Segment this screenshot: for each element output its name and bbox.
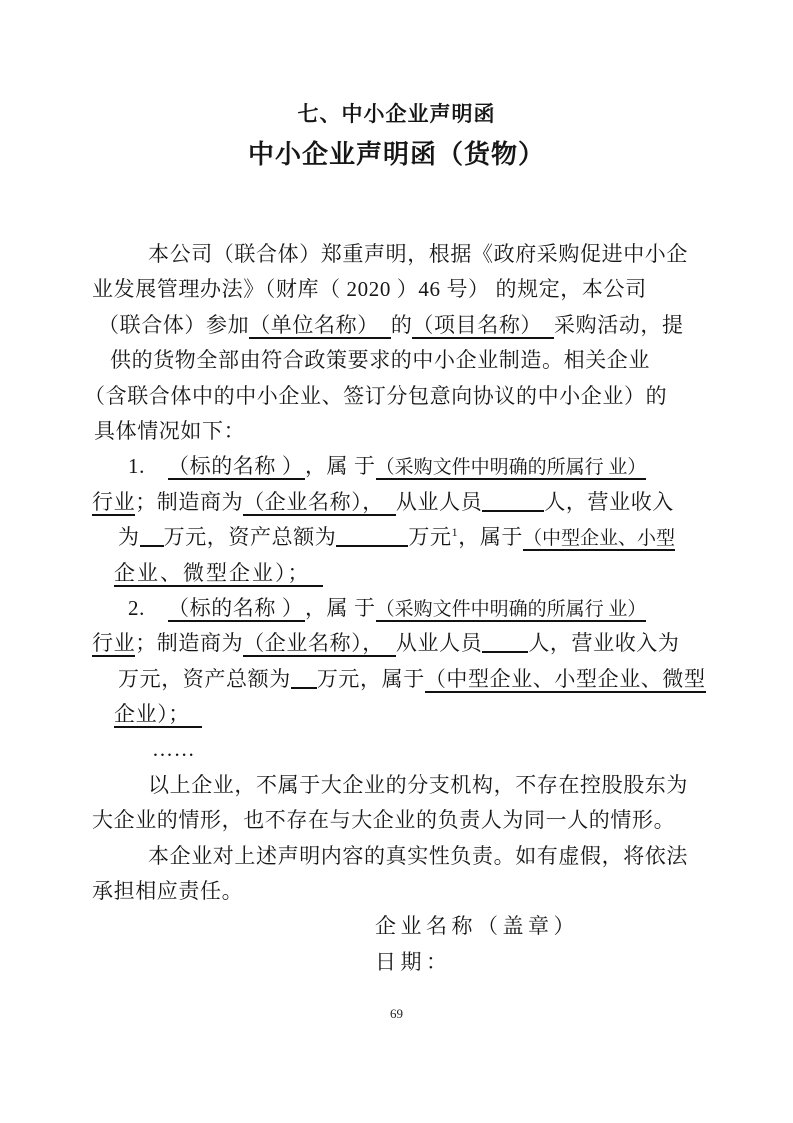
p1-line3-text2: 的: [390, 312, 413, 337]
p3-line2: [92, 874, 708, 909]
p1-line2: [92, 272, 708, 307]
blank-employees-2: [482, 630, 528, 653]
p2-line1: [148, 768, 708, 803]
p1-line1-text: 本公司（联合体）郑重声明，根据《政府采购促进中小企: [148, 242, 688, 266]
item2-line2: [92, 626, 708, 661]
field-enterprise-type-1b: 企业、微型企业）；: [114, 561, 323, 587]
item1-line2-text: ；制造商为: [135, 489, 244, 514]
item2-line2-text3: 人，营业收入为: [528, 631, 680, 656]
item1-line1-text: ，属 于: [304, 454, 376, 479]
p3-line1: [148, 839, 708, 874]
p1-line6: [94, 414, 708, 449]
page-number: 69: [390, 1006, 403, 1021]
blank-revenue-1: [140, 524, 164, 547]
p2-line1-text: 以上企业，不属于大企业的分支机构，不存在控股股东为: [148, 772, 688, 797]
signature-date-line: [375, 945, 708, 980]
item2-line3-text2: 万元，属于: [316, 666, 425, 691]
item2-line3: [118, 662, 708, 697]
p3-line1-text: 本企业对上述声明内容的真实性负责。如有虚假，将依法: [148, 843, 688, 868]
field-industry-source-2: （采购文件中明确的所属行 业）: [375, 598, 647, 620]
blank-assets-1: [336, 524, 408, 547]
field-company-name-1: （企业名称），: [243, 490, 396, 516]
field-industry-2: 行业: [92, 631, 136, 656]
signature-company-line: [375, 909, 708, 944]
blank-assets-2: [291, 666, 317, 689]
p2-line2: [92, 803, 708, 838]
field-enterprise-type-2b: 企业）；: [114, 702, 202, 728]
item1-line2-text3: 人，营业收入: [544, 489, 674, 514]
item2-line2-text: ；制造商为: [135, 631, 244, 656]
item1-line3-text3: 万元: [408, 525, 452, 550]
field-unit-name: （单位名称）: [249, 313, 391, 339]
footnote-ref-1: 1: [451, 525, 459, 540]
item2-line3-text: 万元，资产总额为: [118, 666, 291, 691]
item2-line1: [128, 591, 708, 626]
p1-line5: [84, 379, 708, 414]
field-subject-name-1: （标的名称 ）: [168, 454, 305, 480]
field-project-name: （项目名称）: [412, 313, 554, 339]
item1-line2-text2: 从业人员: [395, 489, 483, 514]
p3-line2-text: 承担相应责任。: [92, 879, 244, 904]
item1-line4: [114, 556, 708, 591]
item1-line3-text4: ，属于: [458, 525, 524, 550]
p2-line2-text: 大企业的情形，也不存在与大企业的负责人为同一人的情形。: [92, 808, 676, 833]
item1-number: 1.: [128, 454, 145, 479]
section-title: 七、中小企业声明函: [297, 103, 496, 126]
blank-employees-1: [482, 489, 544, 512]
document-title: 中小企业声明函（货物）: [247, 139, 545, 169]
item1-line3-text: 为: [118, 525, 140, 550]
signature-date-text: 日期：: [375, 949, 452, 974]
field-enterprise-type-2a: （中型企业、小型企业、微型: [424, 666, 706, 691]
document-body: [84, 237, 708, 980]
ellipsis-text: ……: [152, 737, 196, 762]
p1-line3-text3: 采购活动，提: [554, 312, 684, 337]
p1-line2-text: 业发展管理办法》（财库（ 2020 ）46 号） 的规定，本公司: [92, 277, 647, 302]
field-subject-name-2: （标的名称 ）: [168, 596, 305, 622]
p1-line5-text: （含联合体中的中小企业、签订分包意向协议的中小企业）的: [84, 383, 668, 408]
item2-number: 2.: [128, 595, 145, 620]
item2-line1-text: ，属 于: [304, 595, 376, 620]
p1-line6-text: 具体情况如下：: [94, 418, 246, 443]
item2-line4: [114, 697, 708, 732]
p1-line4-text: 供的货物全部由符合政策要求的中小企业制造。相关企业: [110, 348, 650, 373]
p1-line1: [148, 237, 708, 272]
signature-company-text: 企业名称（盖章）: [375, 914, 579, 939]
item1-line3-text2: 万元，资产总额为: [163, 525, 337, 550]
p1-line3-text: （联合体）参加: [98, 312, 250, 337]
item1-line1: [128, 449, 708, 484]
ellipsis-line: [152, 732, 708, 767]
item2-line2-text2: 从业人员: [395, 631, 483, 656]
field-company-name-2: （企业名称），: [243, 631, 396, 657]
p1-line4: [110, 343, 708, 378]
item1-line3: [118, 520, 708, 555]
field-enterprise-type-1a: （中型企业、小型: [523, 528, 676, 550]
item1-line2: [92, 485, 708, 520]
field-industry-source-1: （采购文件中明确的所属行 业）: [375, 457, 647, 479]
p1-line3: [98, 308, 708, 343]
field-industry-1: 行业: [92, 489, 136, 514]
